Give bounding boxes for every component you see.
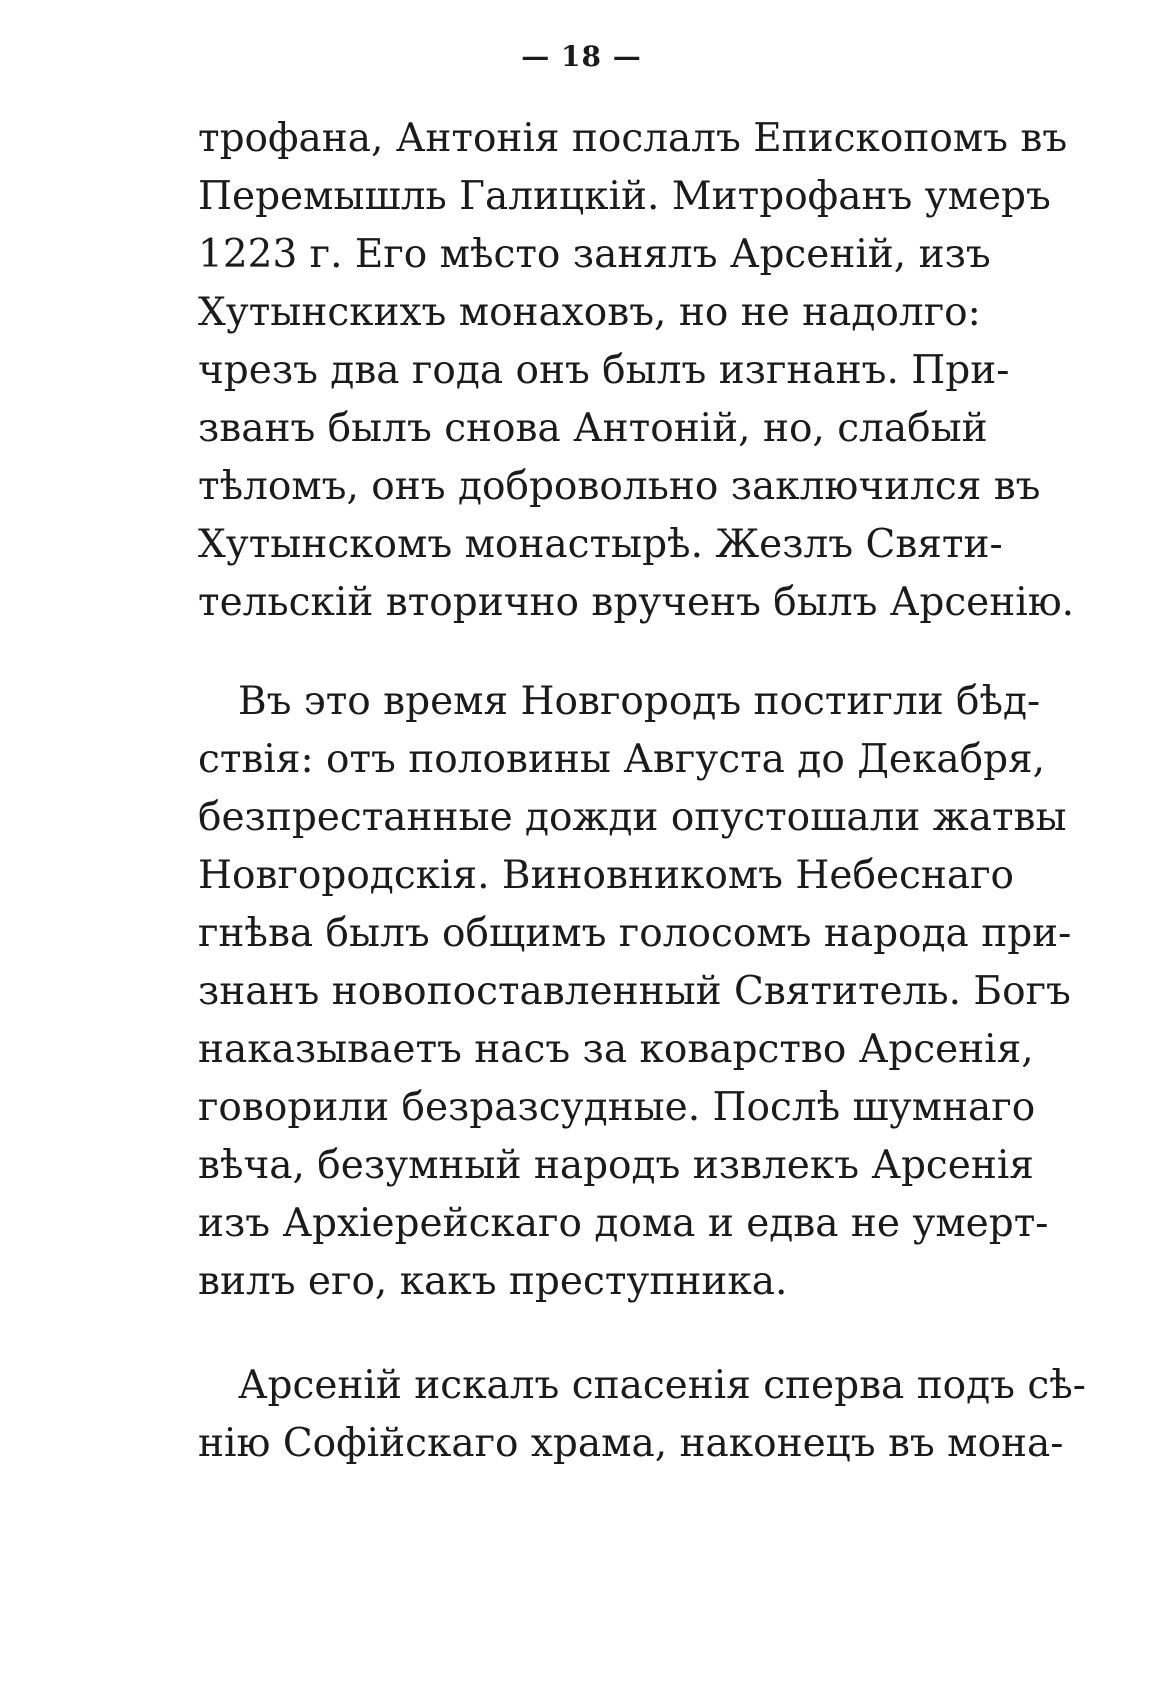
text-line: чрезъ два года онъ былъ изгнанъ. При- xyxy=(198,348,1010,393)
text-line: наказываетъ насъ за коварство Арсенія, xyxy=(198,1027,1034,1072)
text-line: Хутынскихъ монаховъ, но не надолго: xyxy=(198,290,981,335)
paragraph xyxy=(198,110,1075,632)
text-line: безпрестанные дожди опустошали жатвы xyxy=(198,795,1067,840)
text-line: званъ былъ снова Антоній, но, слабый xyxy=(198,406,988,451)
text-line: вѣча, безумный народъ извлекъ Арсенія xyxy=(198,1143,1034,1188)
text-line: гнѣва былъ общимъ голосомъ народа при- xyxy=(198,911,1072,956)
paragraph xyxy=(198,1357,1086,1473)
text-line: тельскій вторично врученъ былъ Арсенію. xyxy=(198,580,1075,625)
text-line: изъ Архіерейскаго дома и едва не умерт- xyxy=(198,1201,1049,1246)
text-line: знанъ новопоставленный Святитель. Богъ xyxy=(198,969,1071,1014)
text-line: нію Софійскаго храма, наконецъ въ мона- xyxy=(198,1421,1064,1466)
text-line: 1223 г. Его мѣсто занялъ Арсеній, изъ xyxy=(198,232,991,277)
text-line: Новгородскія. Виновникомъ Небеснаго xyxy=(198,853,1015,898)
text-line: ствія: отъ половины Августа до Декабря, xyxy=(198,737,1046,782)
paragraph xyxy=(198,673,1072,1311)
page-number: — 18 — xyxy=(521,40,642,73)
text-line: тѣломъ, онъ добровольно заключился въ xyxy=(198,464,1041,509)
text-line: Въ это время Новгородъ постигли бѣд- xyxy=(238,679,1041,724)
text-line: Хутынскомъ монастырѣ. Жезлъ Святи- xyxy=(198,522,1003,567)
text-line: говорили безразсудные. Послѣ шумнаго xyxy=(198,1085,1036,1130)
text-line: трофана, Антонія послалъ Епископомъ въ xyxy=(198,116,1068,161)
text-line: Перемышль Галицкій. Митрофанъ умеръ xyxy=(198,174,1051,219)
text-line: вилъ его, какъ преступника. xyxy=(198,1259,788,1304)
text-line: Арсеній искалъ спасенія сперва подъ сѣ- xyxy=(238,1363,1086,1408)
